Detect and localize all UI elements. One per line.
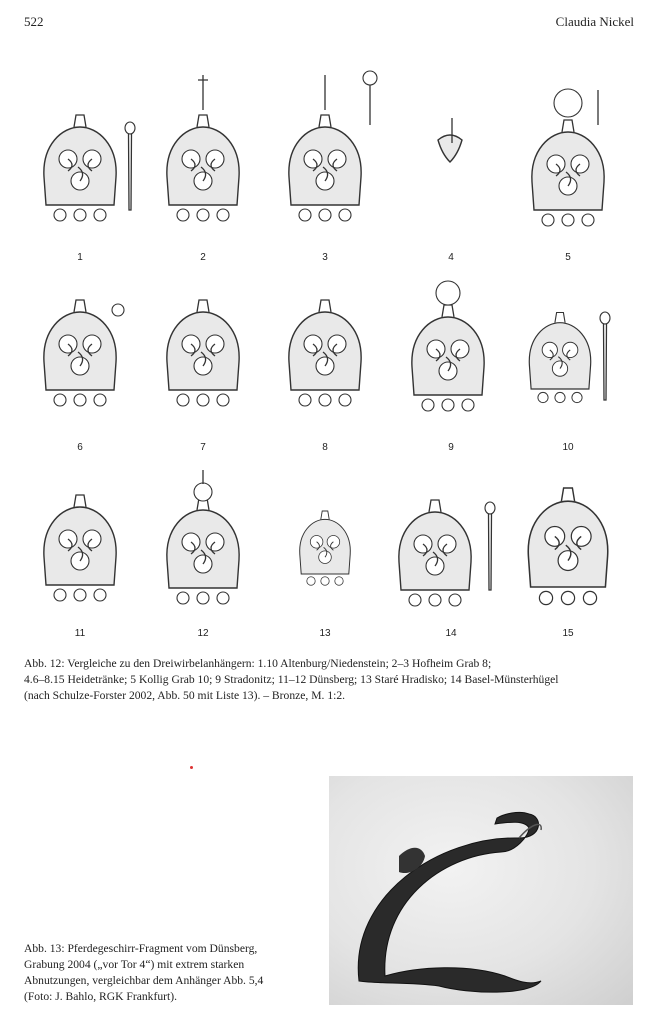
drawing-3 — [289, 71, 377, 221]
caption-line: Abb. 12: Vergleiche zu den Dreiwirbelanhängern: 1.10 Altenburg/Niedenstein; 2–3 Hofheim Grab 8; — [24, 657, 492, 670]
figure-label: 2 — [200, 252, 206, 263]
drawing-5 — [532, 89, 604, 226]
page-number: 522 — [24, 14, 44, 29]
figure-label: 13 — [319, 628, 331, 639]
figure-label: 14 — [445, 628, 457, 639]
figure-13-photo — [329, 776, 633, 1005]
figure-label: 10 — [562, 442, 574, 453]
drawing-15 — [528, 488, 608, 605]
caption-line: Abnutzungen, vergleichbar dem Anhänger Abb. 5,4 — [24, 974, 264, 987]
figure-label: 5 — [565, 252, 571, 263]
drawing-2 — [167, 75, 239, 221]
caption-line: (nach Schulze-Forster 2002, Abb. 50 mit Liste 13). – Bronze, M. 1:2. — [24, 689, 346, 702]
figure-label: 15 — [562, 628, 574, 639]
figure-label: 3 — [322, 252, 328, 263]
stray-mark — [190, 766, 193, 769]
drawing-12 — [167, 470, 239, 604]
drawing-1 — [44, 115, 135, 221]
figure-label: 8 — [322, 442, 328, 453]
figure-12-caption — [24, 656, 636, 704]
drawing-7 — [167, 300, 239, 406]
drawing-10 — [529, 312, 610, 403]
figure-label: 6 — [77, 442, 83, 453]
figure-label: 4 — [448, 252, 454, 263]
figure-label: 11 — [74, 628, 86, 639]
caption-line: 4.6–8.15 Heidetränke; 5 Kollig Grab 10; 9 Stradonitz; 11–12 Dünsberg; 13 Staré Hradisko; 14 Basel-Münsterhügel — [24, 673, 559, 686]
figure-label: 1 — [77, 252, 83, 263]
figure-13-caption — [24, 941, 314, 1005]
drawing-14 — [399, 500, 495, 606]
drawing-9 — [412, 281, 484, 411]
drawing-6 — [44, 300, 124, 406]
drawing-11 — [44, 495, 116, 601]
figure-label: 7 — [200, 442, 206, 453]
drawing-4 — [438, 118, 462, 162]
figure-label: 12 — [197, 628, 209, 639]
drawing-8 — [289, 300, 361, 406]
caption-line: (Foto: J. Bahlo, RGK Frankfurt). — [24, 990, 177, 1003]
drawing-13 — [300, 511, 351, 585]
horse-harness-fragment-image — [329, 776, 633, 1005]
caption-line: Abb. 13: Pferdegeschirr-Fragment vom Dünsberg, — [24, 942, 258, 955]
caption-line: Grabung 2004 („vor Tor 4“) mit extrem starken — [24, 958, 245, 971]
running-head-author: Claudia Nickel — [555, 14, 634, 29]
figure-label: 9 — [448, 442, 454, 453]
